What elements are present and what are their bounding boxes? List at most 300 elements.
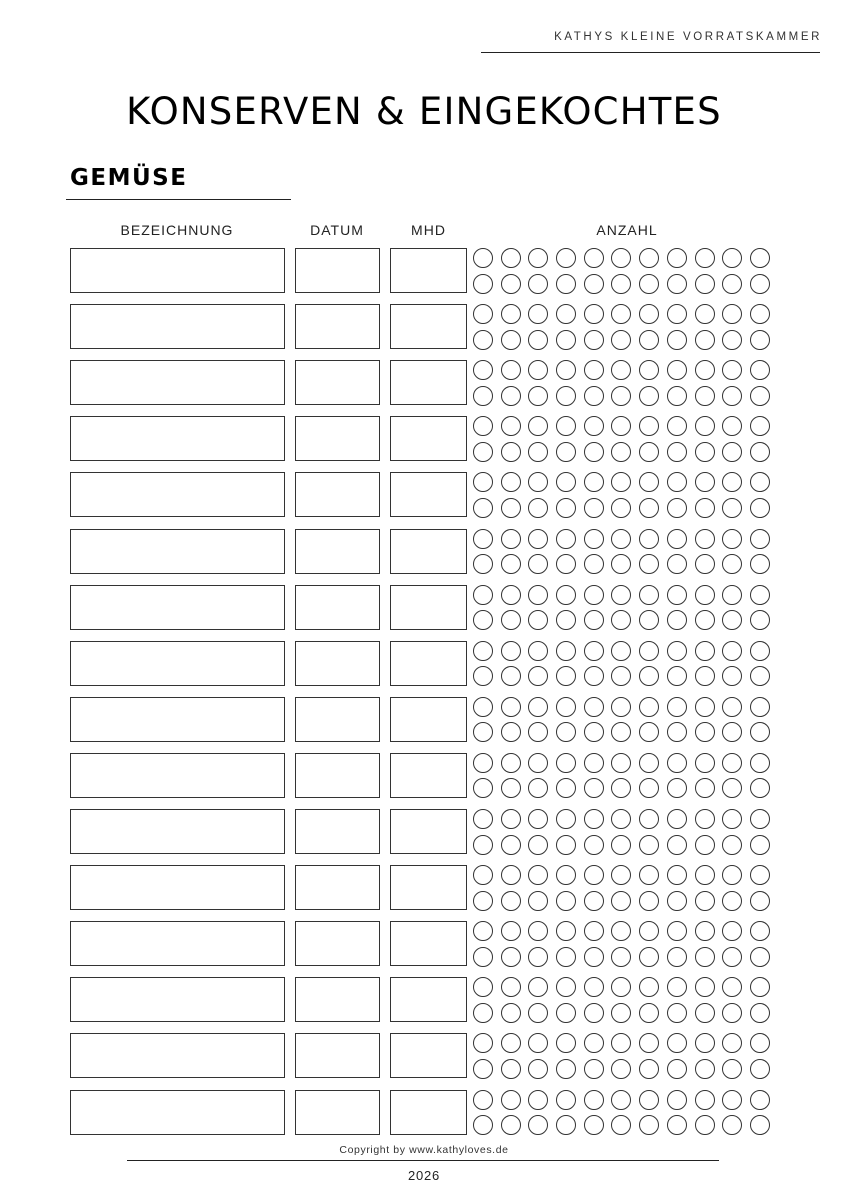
- tally-circle[interactable]: [473, 697, 493, 717]
- tally-circle[interactable]: [584, 891, 604, 911]
- tally-circle[interactable]: [528, 1059, 548, 1079]
- tally-circle[interactable]: [639, 1003, 659, 1023]
- tally-circle[interactable]: [639, 360, 659, 380]
- date-field[interactable]: [295, 1033, 380, 1078]
- tally-circle[interactable]: [750, 865, 770, 885]
- tally-circle[interactable]: [611, 891, 631, 911]
- tally-circle[interactable]: [528, 386, 548, 406]
- tally-circle[interactable]: [750, 778, 770, 798]
- tally-circle[interactable]: [611, 865, 631, 885]
- tally-circle[interactable]: [639, 304, 659, 324]
- tally-circle[interactable]: [722, 666, 742, 686]
- tally-circle[interactable]: [556, 891, 576, 911]
- tally-circle[interactable]: [611, 947, 631, 967]
- tally-circle[interactable]: [528, 498, 548, 518]
- tally-circle[interactable]: [695, 304, 715, 324]
- tally-circle[interactable]: [584, 529, 604, 549]
- tally-circle[interactable]: [750, 360, 770, 380]
- tally-circle[interactable]: [473, 641, 493, 661]
- tally-circle[interactable]: [750, 1115, 770, 1135]
- tally-circle[interactable]: [556, 330, 576, 350]
- tally-circle[interactable]: [611, 416, 631, 436]
- tally-circle[interactable]: [722, 330, 742, 350]
- tally-circle[interactable]: [639, 498, 659, 518]
- tally-circle[interactable]: [501, 977, 521, 997]
- tally-circle[interactable]: [667, 274, 687, 294]
- name-field[interactable]: [70, 248, 285, 293]
- tally-circle[interactable]: [695, 554, 715, 574]
- tally-circle[interactable]: [722, 809, 742, 829]
- best-before-field[interactable]: [390, 416, 467, 461]
- tally-circle[interactable]: [584, 304, 604, 324]
- tally-circle[interactable]: [639, 835, 659, 855]
- tally-circle[interactable]: [501, 666, 521, 686]
- tally-circle[interactable]: [556, 498, 576, 518]
- tally-circle[interactable]: [695, 1115, 715, 1135]
- tally-circle[interactable]: [695, 442, 715, 462]
- tally-circle[interactable]: [722, 498, 742, 518]
- best-before-field[interactable]: [390, 921, 467, 966]
- tally-circle[interactable]: [695, 529, 715, 549]
- best-before-field[interactable]: [390, 304, 467, 349]
- tally-circle[interactable]: [584, 472, 604, 492]
- tally-circle[interactable]: [528, 1115, 548, 1135]
- tally-circle[interactable]: [611, 529, 631, 549]
- date-field[interactable]: [295, 529, 380, 574]
- tally-circle[interactable]: [695, 498, 715, 518]
- tally-circle[interactable]: [611, 666, 631, 686]
- tally-circle[interactable]: [722, 891, 742, 911]
- tally-circle[interactable]: [750, 722, 770, 742]
- best-before-field[interactable]: [390, 1033, 467, 1078]
- tally-circle[interactable]: [556, 386, 576, 406]
- name-field[interactable]: [70, 697, 285, 742]
- tally-circle[interactable]: [639, 666, 659, 686]
- tally-circle[interactable]: [750, 304, 770, 324]
- tally-circle[interactable]: [750, 442, 770, 462]
- name-field[interactable]: [70, 809, 285, 854]
- tally-circle[interactable]: [667, 1033, 687, 1053]
- tally-circle[interactable]: [695, 778, 715, 798]
- tally-circle[interactable]: [695, 330, 715, 350]
- tally-circle[interactable]: [695, 274, 715, 294]
- tally-circle[interactable]: [473, 1115, 493, 1135]
- tally-circle[interactable]: [556, 697, 576, 717]
- tally-circle[interactable]: [639, 330, 659, 350]
- tally-circle[interactable]: [556, 1059, 576, 1079]
- tally-circle[interactable]: [473, 416, 493, 436]
- tally-circle[interactable]: [528, 304, 548, 324]
- tally-circle[interactable]: [639, 947, 659, 967]
- tally-circle[interactable]: [501, 498, 521, 518]
- tally-circle[interactable]: [667, 722, 687, 742]
- tally-circle[interactable]: [501, 921, 521, 941]
- tally-circle[interactable]: [473, 891, 493, 911]
- tally-circle[interactable]: [667, 697, 687, 717]
- tally-circle[interactable]: [750, 529, 770, 549]
- tally-circle[interactable]: [639, 274, 659, 294]
- tally-circle[interactable]: [473, 921, 493, 941]
- tally-circle[interactable]: [695, 977, 715, 997]
- tally-circle[interactable]: [750, 835, 770, 855]
- tally-circle[interactable]: [556, 921, 576, 941]
- tally-circle[interactable]: [611, 274, 631, 294]
- tally-circle[interactable]: [750, 498, 770, 518]
- tally-circle[interactable]: [556, 1090, 576, 1110]
- tally-circle[interactable]: [750, 386, 770, 406]
- tally-circle[interactable]: [473, 442, 493, 462]
- tally-circle[interactable]: [695, 809, 715, 829]
- tally-circle[interactable]: [611, 386, 631, 406]
- tally-circle[interactable]: [528, 722, 548, 742]
- tally-circle[interactable]: [722, 1059, 742, 1079]
- best-before-field[interactable]: [390, 529, 467, 574]
- tally-circle[interactable]: [611, 641, 631, 661]
- tally-circle[interactable]: [584, 416, 604, 436]
- tally-circle[interactable]: [501, 865, 521, 885]
- tally-circle[interactable]: [611, 921, 631, 941]
- tally-circle[interactable]: [611, 778, 631, 798]
- tally-circle[interactable]: [528, 529, 548, 549]
- tally-circle[interactable]: [639, 1059, 659, 1079]
- tally-circle[interactable]: [750, 1003, 770, 1023]
- tally-circle[interactable]: [639, 529, 659, 549]
- tally-circle[interactable]: [473, 330, 493, 350]
- tally-circle[interactable]: [556, 304, 576, 324]
- tally-circle[interactable]: [695, 1033, 715, 1053]
- tally-circle[interactable]: [667, 641, 687, 661]
- tally-circle[interactable]: [556, 1115, 576, 1135]
- tally-circle[interactable]: [501, 248, 521, 268]
- tally-circle[interactable]: [722, 1003, 742, 1023]
- tally-circle[interactable]: [639, 554, 659, 574]
- tally-circle[interactable]: [639, 442, 659, 462]
- tally-circle[interactable]: [528, 442, 548, 462]
- tally-circle[interactable]: [611, 722, 631, 742]
- tally-circle[interactable]: [556, 360, 576, 380]
- tally-circle[interactable]: [722, 921, 742, 941]
- tally-circle[interactable]: [695, 360, 715, 380]
- tally-circle[interactable]: [722, 947, 742, 967]
- tally-circle[interactable]: [667, 921, 687, 941]
- tally-circle[interactable]: [667, 835, 687, 855]
- tally-circle[interactable]: [722, 1033, 742, 1053]
- tally-circle[interactable]: [611, 809, 631, 829]
- tally-circle[interactable]: [722, 865, 742, 885]
- tally-circle[interactable]: [639, 778, 659, 798]
- tally-circle[interactable]: [528, 947, 548, 967]
- tally-circle[interactable]: [501, 416, 521, 436]
- tally-circle[interactable]: [584, 947, 604, 967]
- tally-circle[interactable]: [501, 274, 521, 294]
- tally-circle[interactable]: [750, 274, 770, 294]
- name-field[interactable]: [70, 977, 285, 1022]
- tally-circle[interactable]: [473, 809, 493, 829]
- tally-circle[interactable]: [750, 891, 770, 911]
- tally-circle[interactable]: [584, 809, 604, 829]
- tally-circle[interactable]: [639, 416, 659, 436]
- tally-circle[interactable]: [611, 498, 631, 518]
- tally-circle[interactable]: [556, 947, 576, 967]
- tally-circle[interactable]: [639, 921, 659, 941]
- tally-circle[interactable]: [528, 1003, 548, 1023]
- tally-circle[interactable]: [639, 610, 659, 630]
- best-before-field[interactable]: [390, 977, 467, 1022]
- tally-circle[interactable]: [695, 472, 715, 492]
- tally-circle[interactable]: [722, 641, 742, 661]
- tally-circle[interactable]: [639, 1115, 659, 1135]
- tally-circle[interactable]: [528, 641, 548, 661]
- tally-circle[interactable]: [750, 416, 770, 436]
- tally-circle[interactable]: [611, 472, 631, 492]
- date-field[interactable]: [295, 697, 380, 742]
- tally-circle[interactable]: [584, 977, 604, 997]
- tally-circle[interactable]: [501, 809, 521, 829]
- tally-circle[interactable]: [639, 722, 659, 742]
- tally-circle[interactable]: [473, 274, 493, 294]
- tally-circle[interactable]: [501, 835, 521, 855]
- tally-circle[interactable]: [556, 1003, 576, 1023]
- tally-circle[interactable]: [584, 1003, 604, 1023]
- tally-circle[interactable]: [639, 977, 659, 997]
- tally-circle[interactable]: [695, 1090, 715, 1110]
- tally-circle[interactable]: [501, 753, 521, 773]
- tally-circle[interactable]: [584, 248, 604, 268]
- tally-circle[interactable]: [528, 778, 548, 798]
- tally-circle[interactable]: [556, 585, 576, 605]
- tally-circle[interactable]: [473, 835, 493, 855]
- tally-circle[interactable]: [750, 697, 770, 717]
- best-before-field[interactable]: [390, 360, 467, 405]
- tally-circle[interactable]: [473, 722, 493, 742]
- tally-circle[interactable]: [473, 529, 493, 549]
- tally-circle[interactable]: [611, 1003, 631, 1023]
- tally-circle[interactable]: [639, 697, 659, 717]
- tally-circle[interactable]: [722, 610, 742, 630]
- tally-circle[interactable]: [722, 554, 742, 574]
- tally-circle[interactable]: [556, 809, 576, 829]
- date-field[interactable]: [295, 1090, 380, 1135]
- date-field[interactable]: [295, 865, 380, 910]
- tally-circle[interactable]: [611, 610, 631, 630]
- tally-circle[interactable]: [611, 1033, 631, 1053]
- tally-circle[interactable]: [611, 1059, 631, 1079]
- tally-circle[interactable]: [584, 921, 604, 941]
- name-field[interactable]: [70, 529, 285, 574]
- tally-circle[interactable]: [611, 554, 631, 574]
- tally-circle[interactable]: [750, 1033, 770, 1053]
- name-field[interactable]: [70, 865, 285, 910]
- tally-circle[interactable]: [750, 472, 770, 492]
- tally-circle[interactable]: [667, 1115, 687, 1135]
- tally-circle[interactable]: [528, 891, 548, 911]
- tally-circle[interactable]: [750, 585, 770, 605]
- tally-circle[interactable]: [667, 947, 687, 967]
- tally-circle[interactable]: [667, 498, 687, 518]
- tally-circle[interactable]: [473, 248, 493, 268]
- tally-circle[interactable]: [473, 1033, 493, 1053]
- tally-circle[interactable]: [722, 442, 742, 462]
- tally-circle[interactable]: [528, 416, 548, 436]
- tally-circle[interactable]: [695, 386, 715, 406]
- tally-circle[interactable]: [695, 585, 715, 605]
- tally-circle[interactable]: [667, 330, 687, 350]
- tally-circle[interactable]: [695, 947, 715, 967]
- tally-circle[interactable]: [639, 386, 659, 406]
- tally-circle[interactable]: [639, 641, 659, 661]
- tally-circle[interactable]: [501, 891, 521, 911]
- tally-circle[interactable]: [473, 610, 493, 630]
- tally-circle[interactable]: [611, 248, 631, 268]
- tally-circle[interactable]: [501, 585, 521, 605]
- tally-circle[interactable]: [528, 865, 548, 885]
- tally-circle[interactable]: [473, 977, 493, 997]
- tally-circle[interactable]: [584, 697, 604, 717]
- tally-circle[interactable]: [556, 1033, 576, 1053]
- tally-circle[interactable]: [584, 585, 604, 605]
- tally-circle[interactable]: [667, 977, 687, 997]
- date-field[interactable]: [295, 809, 380, 854]
- tally-circle[interactable]: [667, 1003, 687, 1023]
- tally-circle[interactable]: [473, 585, 493, 605]
- name-field[interactable]: [70, 360, 285, 405]
- tally-circle[interactable]: [722, 753, 742, 773]
- tally-circle[interactable]: [722, 722, 742, 742]
- tally-circle[interactable]: [695, 610, 715, 630]
- tally-circle[interactable]: [584, 386, 604, 406]
- tally-circle[interactable]: [473, 1090, 493, 1110]
- tally-circle[interactable]: [556, 778, 576, 798]
- date-field[interactable]: [295, 248, 380, 293]
- tally-circle[interactable]: [473, 498, 493, 518]
- tally-circle[interactable]: [639, 891, 659, 911]
- tally-circle[interactable]: [501, 529, 521, 549]
- tally-circle[interactable]: [584, 778, 604, 798]
- tally-circle[interactable]: [501, 778, 521, 798]
- tally-circle[interactable]: [667, 809, 687, 829]
- tally-circle[interactable]: [528, 360, 548, 380]
- tally-circle[interactable]: [750, 921, 770, 941]
- tally-circle[interactable]: [695, 921, 715, 941]
- tally-circle[interactable]: [584, 641, 604, 661]
- date-field[interactable]: [295, 304, 380, 349]
- tally-circle[interactable]: [501, 1090, 521, 1110]
- tally-circle[interactable]: [528, 809, 548, 829]
- name-field[interactable]: [70, 304, 285, 349]
- tally-circle[interactable]: [722, 472, 742, 492]
- tally-circle[interactable]: [501, 722, 521, 742]
- tally-circle[interactable]: [501, 472, 521, 492]
- tally-circle[interactable]: [639, 753, 659, 773]
- tally-circle[interactable]: [556, 753, 576, 773]
- tally-circle[interactable]: [750, 610, 770, 630]
- tally-circle[interactable]: [473, 304, 493, 324]
- tally-circle[interactable]: [611, 1115, 631, 1135]
- tally-circle[interactable]: [695, 416, 715, 436]
- tally-circle[interactable]: [584, 554, 604, 574]
- tally-circle[interactable]: [611, 753, 631, 773]
- name-field[interactable]: [70, 585, 285, 630]
- tally-circle[interactable]: [695, 641, 715, 661]
- tally-circle[interactable]: [556, 472, 576, 492]
- best-before-field[interactable]: [390, 1090, 467, 1135]
- tally-circle[interactable]: [528, 697, 548, 717]
- tally-circle[interactable]: [556, 442, 576, 462]
- tally-circle[interactable]: [501, 697, 521, 717]
- tally-circle[interactable]: [750, 753, 770, 773]
- tally-circle[interactable]: [473, 360, 493, 380]
- tally-circle[interactable]: [750, 809, 770, 829]
- best-before-field[interactable]: [390, 697, 467, 742]
- tally-circle[interactable]: [722, 304, 742, 324]
- best-before-field[interactable]: [390, 585, 467, 630]
- tally-circle[interactable]: [584, 753, 604, 773]
- tally-circle[interactable]: [528, 330, 548, 350]
- tally-circle[interactable]: [584, 722, 604, 742]
- tally-circle[interactable]: [695, 1003, 715, 1023]
- tally-circle[interactable]: [722, 360, 742, 380]
- best-before-field[interactable]: [390, 248, 467, 293]
- tally-circle[interactable]: [501, 1033, 521, 1053]
- tally-circle[interactable]: [556, 416, 576, 436]
- tally-circle[interactable]: [501, 641, 521, 661]
- tally-circle[interactable]: [501, 610, 521, 630]
- tally-circle[interactable]: [750, 1059, 770, 1079]
- date-field[interactable]: [295, 416, 380, 461]
- tally-circle[interactable]: [667, 610, 687, 630]
- tally-circle[interactable]: [639, 585, 659, 605]
- tally-circle[interactable]: [750, 1090, 770, 1110]
- tally-circle[interactable]: [667, 753, 687, 773]
- tally-circle[interactable]: [556, 529, 576, 549]
- tally-circle[interactable]: [473, 386, 493, 406]
- tally-circle[interactable]: [722, 248, 742, 268]
- tally-circle[interactable]: [611, 835, 631, 855]
- tally-circle[interactable]: [667, 386, 687, 406]
- tally-circle[interactable]: [667, 416, 687, 436]
- tally-circle[interactable]: [722, 585, 742, 605]
- tally-circle[interactable]: [528, 554, 548, 574]
- tally-circle[interactable]: [611, 585, 631, 605]
- tally-circle[interactable]: [695, 835, 715, 855]
- tally-circle[interactable]: [722, 1090, 742, 1110]
- tally-circle[interactable]: [473, 1003, 493, 1023]
- tally-circle[interactable]: [501, 1003, 521, 1023]
- tally-circle[interactable]: [695, 891, 715, 911]
- tally-circle[interactable]: [695, 722, 715, 742]
- date-field[interactable]: [295, 641, 380, 686]
- tally-circle[interactable]: [528, 977, 548, 997]
- tally-circle[interactable]: [639, 1033, 659, 1053]
- best-before-field[interactable]: [390, 809, 467, 854]
- date-field[interactable]: [295, 472, 380, 517]
- tally-circle[interactable]: [750, 947, 770, 967]
- tally-circle[interactable]: [528, 585, 548, 605]
- date-field[interactable]: [295, 360, 380, 405]
- tally-circle[interactable]: [750, 977, 770, 997]
- tally-circle[interactable]: [722, 1115, 742, 1135]
- tally-circle[interactable]: [667, 304, 687, 324]
- tally-circle[interactable]: [667, 442, 687, 462]
- tally-circle[interactable]: [667, 1059, 687, 1079]
- tally-circle[interactable]: [695, 248, 715, 268]
- tally-circle[interactable]: [667, 778, 687, 798]
- tally-circle[interactable]: [639, 865, 659, 885]
- tally-circle[interactable]: [667, 472, 687, 492]
- tally-circle[interactable]: [501, 304, 521, 324]
- name-field[interactable]: [70, 921, 285, 966]
- tally-circle[interactable]: [473, 666, 493, 686]
